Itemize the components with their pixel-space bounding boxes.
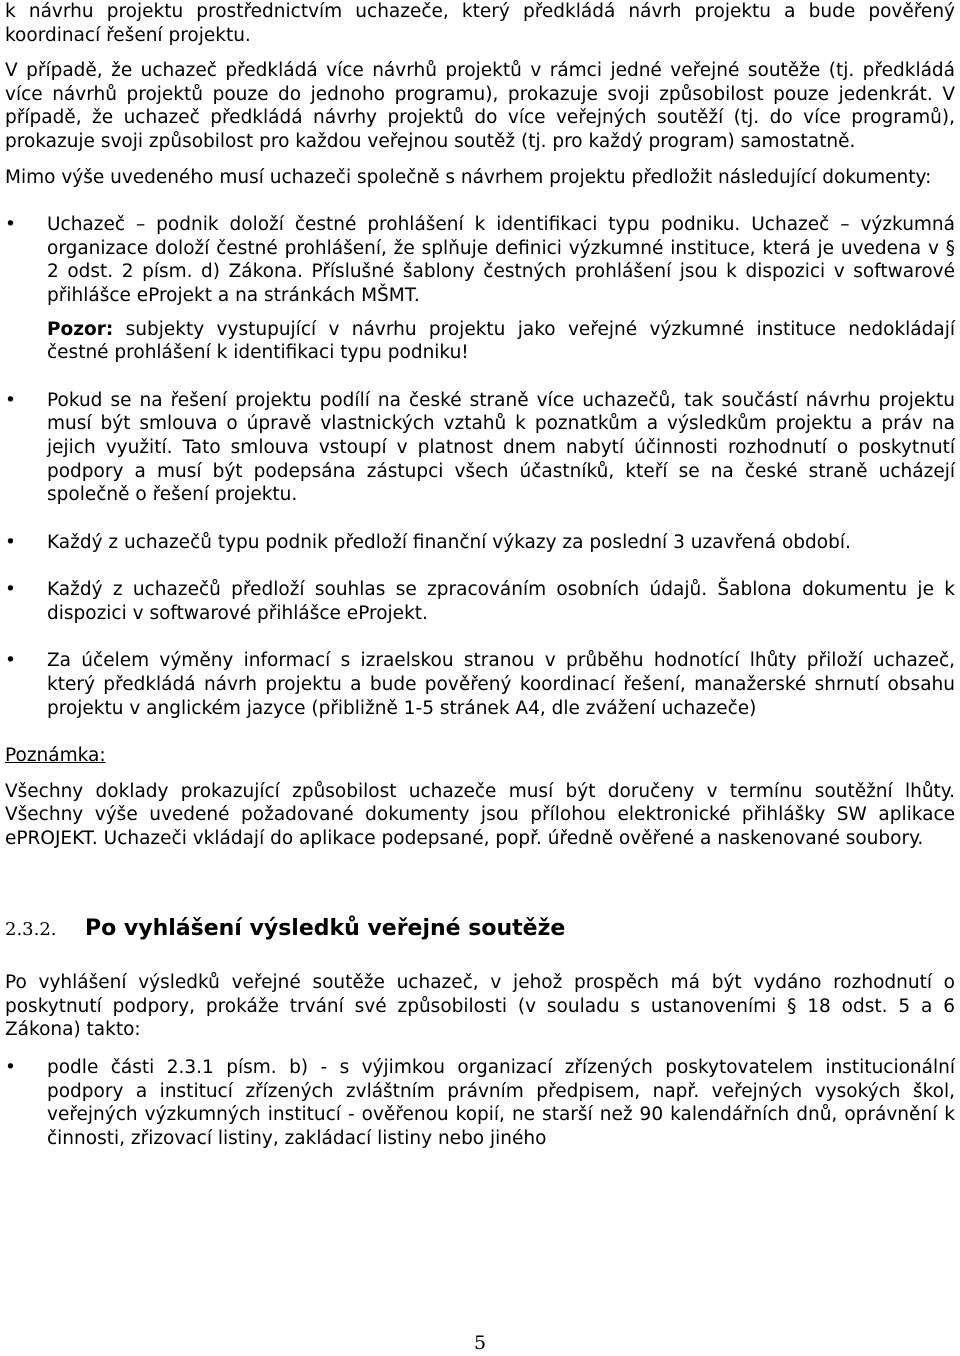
list-item-text: Pokud se na řešení projektu podílí na české straně více uchazečů, tak součástí návrhu projektu musí být smlouva o úpravě vlastnických vztahů k poznatkům a výsledkům projektu a práv na jejich využití. Tato smlouva vstoupí v platnost dnem nabytí účinnosti rozhodnutí o poskytnutí podpory a musí být podepsána zástupci všech účastníků, kteří se na české straně ucházejí společně o řešení projektu.	[47, 389, 955, 506]
paragraph-required-documents: Mimo výše uvedeného musí uchazeči společně s návrhem projektu předložit následující dokumenty:	[5, 166, 932, 188]
paragraph-after-results: Po vyhlášení výsledků veřejné soutěže uchazeč, v jehož prospěch má být vydáno rozhodnutí o poskytnutí podpory, prokáže trvání své způsobilosti (v souladu s ustanoveními § 18 odst. 5 a 6 Zákona) takto:	[5, 972, 955, 1041]
list-item	[5, 1056, 955, 1150]
list-item-text: Každý z uchazečů předloží souhlas se zpracováním osobních údajů. Šablona dokumentu je k dispozici v softwarové přihlášce eProjekt.	[47, 579, 955, 624]
list-item	[5, 578, 955, 625]
list-item-text: Za účelem výměny informací s izraelskou stranou v průběhu hodnotící lhůty přiloží uchazeč, který předkládá návrh projektu a bude pověřený koordinací řešení, manažerské shrnutí obsahu projektu v anglickém jazyce (přibližně 1-5 stránek A4, dle zvážení uchazeče)	[47, 650, 955, 719]
note-text: Všechny doklady prokazující způsobilost uchazeče musí být doručeny v termínu soutěžní lhůty. Všechny výše uvedené požadované dokumenty jsou přílohou elektronické přihlášky SW aplikace ePROJEKT. Uchazeči vkládají do aplikace podepsané, popř. úředně ověřené a naskenované soubory.	[5, 780, 955, 850]
paragraph-intro: k návrhu projektu prostřednictvím uchazeče, který předkládá návrh projektu a bude pověřený koordinací řešení projektu.	[5, 1, 955, 46]
required-documents-list	[5, 213, 955, 720]
bullet-icon: •	[5, 531, 16, 553]
page-number: 5	[473, 1332, 487, 1354]
list-item-text: podle části 2.3.1 písm. b) - s výjimkou organizací zřízených poskytovatelem institucionální podpory a institucí zřízených zvláštním právním předpisem, např. veřejných vysokých škol, veřejných výzkumných institucí - ověřenou kopií, ne starší než 90 kalendářních dnů, oprávnění k činnosti, zřizovací listiny, zakládací listiny nebo jiného	[47, 1057, 955, 1149]
note-label: Poznámka:	[5, 745, 106, 767]
list-item	[5, 531, 955, 555]
bullet-icon: •	[5, 650, 16, 672]
section-number: 2.3.2.	[5, 918, 57, 940]
bullet-icon: •	[5, 579, 16, 601]
paragraph-multiple-proposals: V případě, že uchazeč předkládá více návrhů projektů v rámci jedné veřejné soutěže (tj. předkládá více návrhů projektů pouze do jednoho programu), prokazuje svoji způsobilost pouze jedenkrát. V případě, že uchazeč předkládá návrhy projektů do více veřejných soutěží (tj. do více programů), prokazuje svoji způsobilost pro každou veřejnou soutěž (tj. pro každý program) samostatně.	[5, 60, 955, 152]
list-item-text: Každý z uchazečů typu podnik předloží finanční výkazy za poslední 3 uzavřená období.	[47, 531, 851, 553]
bullet-icon: •	[5, 1057, 16, 1078]
bullet-icon: •	[5, 389, 16, 411]
list-item	[5, 389, 955, 507]
section-heading	[5, 917, 955, 942]
section-title: Po vyhlášení výsledků veřejné soutěže	[85, 915, 566, 941]
warning-note	[47, 318, 955, 365]
warning-label: Pozor:	[47, 318, 114, 340]
document-page	[5, 0, 955, 1150]
list-item	[5, 649, 955, 720]
list-item	[5, 213, 955, 365]
warning-text: subjekty vystupující v návrhu projektu jako veřejné výzkumné instituce nedokládají čestné prohlášení k identifikaci typu podniku!	[47, 318, 955, 364]
eligibility-proof-list	[5, 1056, 955, 1150]
bullet-icon: •	[5, 214, 16, 236]
list-item-text: Uchazeč – podnik doloží čestné prohlášení k identifikaci typu podniku. Uchazeč – výzkumná organizace doloží čestné prohlášení, že splňuje definici výzkumné instituce, která je uvedena v § 2 odst. 2 písm. d) Zákona. Příslušné šablony čestných prohlášení jsou k dispozici v softwarové přihlášce eProjekt a na stránkách MŠMT.	[47, 214, 955, 306]
